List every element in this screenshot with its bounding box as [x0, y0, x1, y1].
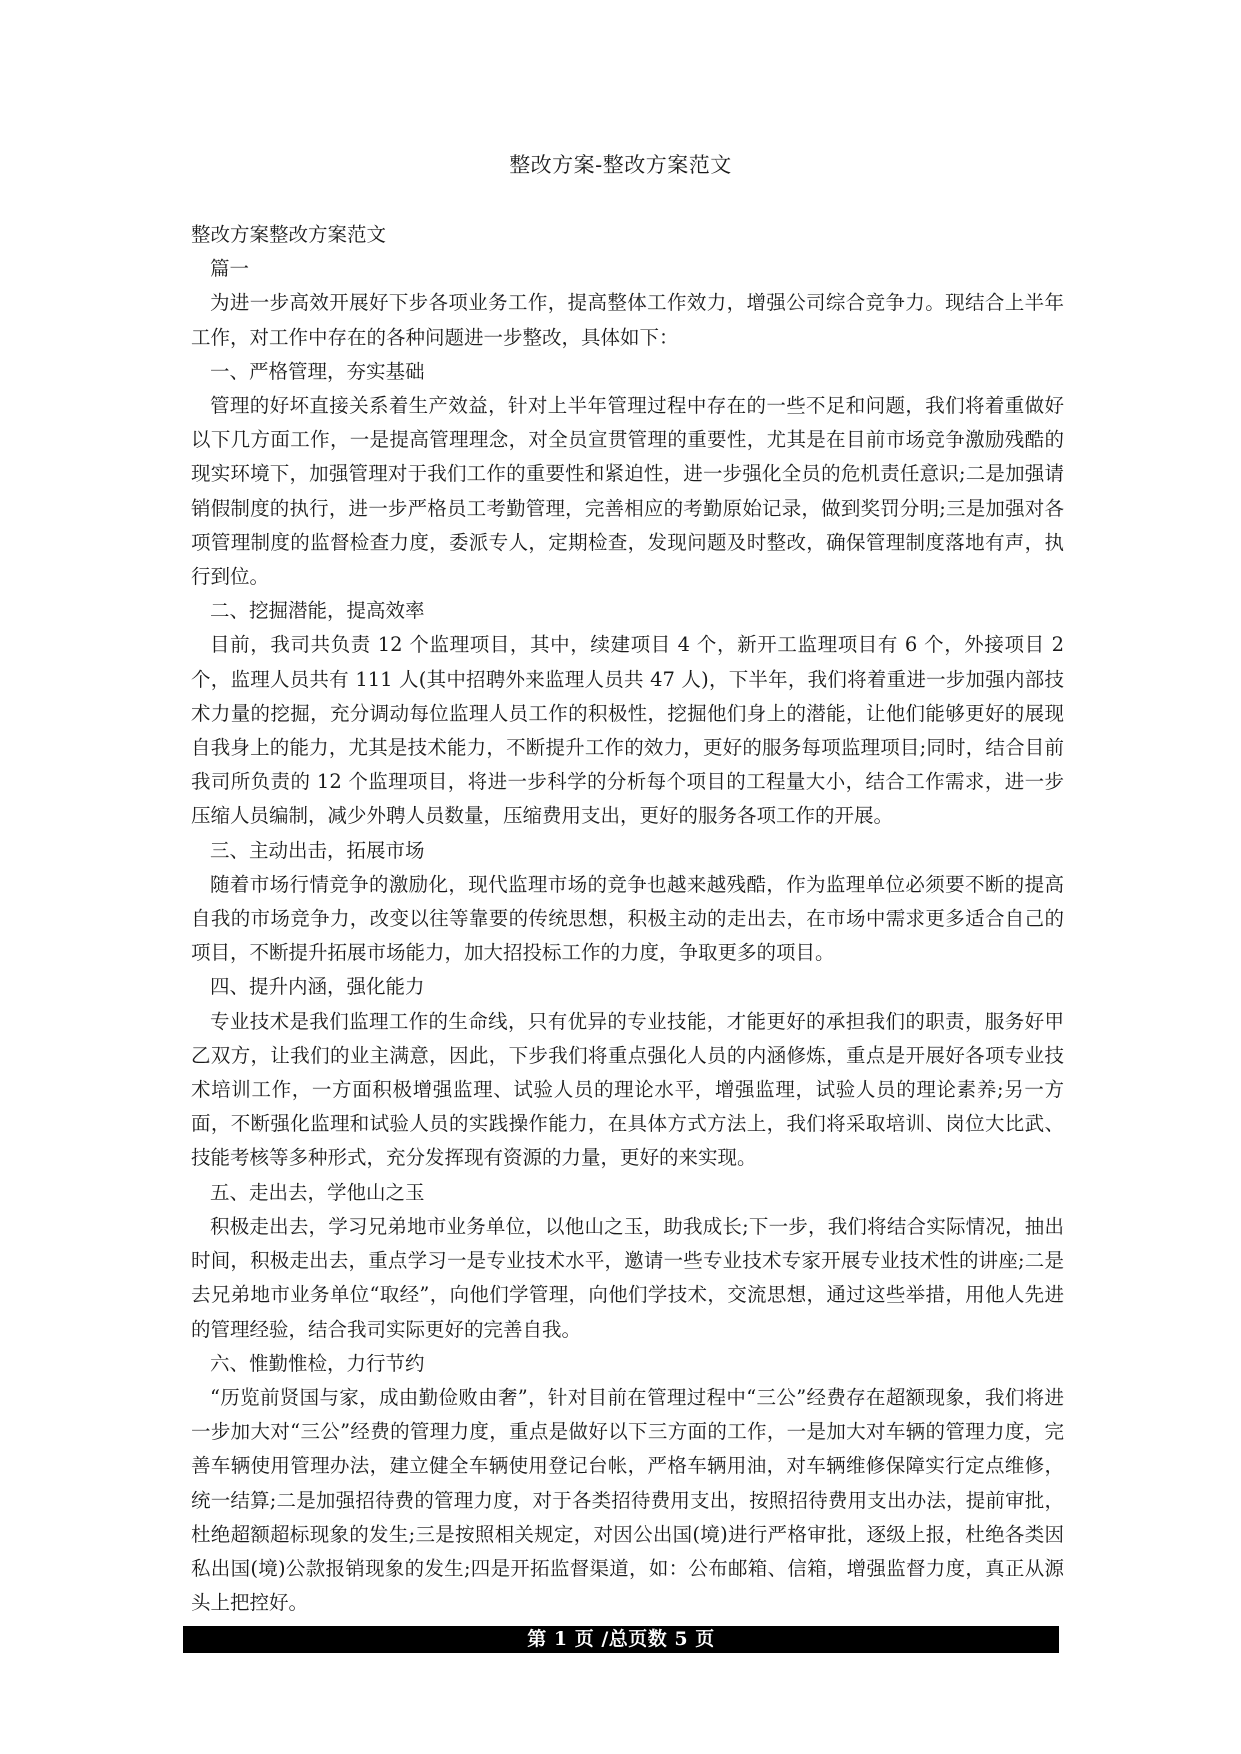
section-heading: 一、严格管理，夯实基础	[210, 359, 425, 383]
document-body	[191, 218, 1064, 1620]
paragraph: “历览前贤国与家，成由勤俭败由奢”，针对目前在管理过程中“三公”经费存在超额现象，我们将进一步加大对“三公”经费的管理力度，重点是做好以下三方面的工作，一是加大对车辆的管理力度，完善车辆使用管理办法，建立健全车辆使用登记台帐，严格车辆用油，对车辆维修保障实行定点维修，统一结算;二是加强招待费的管理力度，对于各类招待费用支出，按照招待费用支出办法，提前审批，杜绝超额超标现象的发生;三是按照相关规定，对因公出国(境)进行严格审批，逐级上报，杜绝各类因私出国(境)公款报销现象的发生;四是开拓监督渠道，如：公布邮箱、信箱，增强监督力度，真正从源头上把控好。	[191, 1385, 1064, 1615]
section-heading: 三、主动出击，拓展市场	[210, 838, 425, 862]
paragraph: 积极走出去，学习兄弟地市业务单位，以他山之玉，助我成长;下一步，我们将结合实际情况，抽出时间，积极走出去，重点学习一是专业技术水平，邀请一些专业技术专家开展专业技术性的讲座;二是去兄弟地市业务单位“取经”，向他们学管理，向他们学技术，交流思想，通过这些举措，用他人先进的管理经验，结合我司实际更好的完善自我。	[191, 1214, 1064, 1341]
section-heading: 六、惟勤惟检，力行节约	[210, 1351, 425, 1375]
page-number-indicator: 第 1 页 /总页数 5 页	[527, 1628, 715, 1650]
paragraph: 为进一步高效开展好下步各项业务工作，提高整体工作效力，增强公司综合竞争力。现结合上半年工作，对工作中存在的各种问题进一步整改，具体如下：	[191, 291, 1064, 349]
section-heading: 五、走出去，学他山之玉	[210, 1180, 425, 1204]
paragraph: 目前，我司共负责 12 个监理项目，其中，续建项目 4 个，新开工监理项目有 6 个，外接项目 2 个，监理人员共有 111 人(其中招聘外来监理人员共 47 人)，下半年，我们将着重进一步加强内部技术力量的挖掘，充分调动每位监理人员工作的积极性，挖掘他们身上的潜能，让他们能够更好的展现自我身上的能力，尤其是技术能力，不断提升工作的效力，更好的服务每项监理项目;同时，结合目前我司所负责的 12 个监理项目，将进一步科学的分析每个项目的工程量大小，结合工作需求，进一步压缩人员编制，减少外聘人员数量，压缩费用支出，更好的服务各项工作的开展。	[191, 633, 1064, 828]
document-subtitle: 整改方案整改方案范文	[191, 223, 387, 246]
paragraph: 专业技术是我们监理工作的生命线，只有优异的专业技能，才能更好的承担我们的职责，服务好甲乙双方，让我们的业主满意，因此，下步我们将重点强化人员的内涵修炼，重点是开展好各项专业技术培训工作，一方面积极增强监理、试验人员的理论水平，增强监理，试验人员的理论素养;另一方面，不断强化监理和试验人员的实践操作能力，在具体方式方法上，我们将采取培训、岗位大比武、技能考核等多种形式，充分发挥现有资源的力量，更好的来实现。	[191, 1009, 1064, 1170]
section-heading: 四、提升内涵，强化能力	[210, 975, 425, 999]
section-label: 篇一	[210, 257, 250, 281]
paragraph: 随着市场行情竞争的激励化，现代监理市场的竞争也越来越残酷，作为监理单位必须要不断的提高自我的市场竞争力，改变以往等靠要的传统思想，积极主动的走出去，在市场中需求更多适合自己的项目，不断提升拓展市场能力，加大招投标工作的力度，争取更多的项目。	[191, 872, 1064, 965]
page-footer-bar	[183, 1626, 1059, 1653]
paragraph: 管理的好坏直接关系着生产效益，针对上半年管理过程中存在的一些不足和问题，我们将着重做好以下几方面工作，一是提高管理理念，对全员宣贯管理的重要性，尤其是在目前市场竞争激励残酷的现实环境下，加强管理对于我们工作的重要性和紧迫性，进一步强化全员的危机责任意识;二是加强请销假制度的执行，进一步严格员工考勤管理，完善相应的考勤原始记录，做到奖罚分明;三是加强对各项管理制度的监督检查力度，委派专人，定期检查，发现问题及时整改，确保管理制度落地有声，执行到位。	[191, 394, 1064, 589]
section-heading: 二、挖掘潜能，提高效率	[210, 599, 425, 623]
document-title: 整改方案-整改方案范文	[509, 153, 732, 177]
